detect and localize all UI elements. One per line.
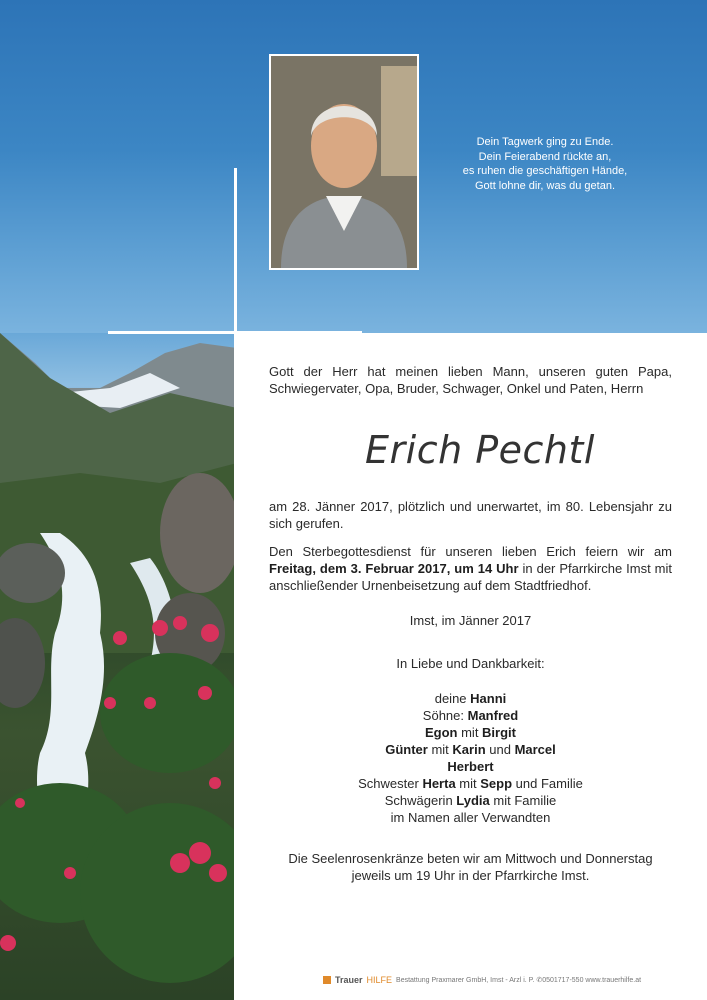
service-text-before: Den Sterbegottesdienst für unseren lieben Erich feiern wir am bbox=[269, 544, 672, 559]
family-member-name: Marcel bbox=[514, 742, 556, 757]
mountain-waterfall-scene bbox=[0, 333, 237, 1000]
family-line-text: mit bbox=[457, 725, 483, 740]
cross-vertical-beam bbox=[234, 168, 237, 1000]
family-member-name: Manfred bbox=[467, 708, 519, 723]
rosary-line: jeweils um 19 Uhr in der Pfarrkirche Imst. bbox=[351, 868, 590, 883]
family-line bbox=[269, 792, 672, 809]
family-member-name: Karin bbox=[452, 742, 486, 757]
family-member-name: Herta bbox=[422, 776, 456, 791]
family-line-text: Schwägerin bbox=[384, 793, 457, 808]
family-line bbox=[269, 741, 672, 758]
family-member-name: Hanni bbox=[470, 691, 507, 706]
footer bbox=[323, 973, 707, 987]
family-line bbox=[269, 707, 672, 724]
death-note: am 28. Jänner 2017, plötzlich und unerwartet, im 80. Lebensjahr zu sich gerufen. bbox=[269, 499, 672, 531]
family-list bbox=[269, 690, 672, 826]
logo-text-part2: HILFE bbox=[366, 975, 393, 985]
family-member-name: Herbert bbox=[447, 759, 494, 774]
family-member-name: Sepp bbox=[480, 776, 513, 791]
family-line-text: und Familie bbox=[512, 776, 583, 791]
poem-line: Dein Tagwerk ging zu Ende. bbox=[476, 136, 614, 148]
family-line-text: mit bbox=[427, 742, 453, 757]
portrait-photo bbox=[271, 56, 417, 268]
family-line bbox=[269, 690, 672, 707]
family-member-name: Günter bbox=[385, 742, 428, 757]
intro-text: Gott der Herr hat meinen lieben Mann, unseren guten Papa, Schwiegervater, Opa, Bruder, Schwager, Onkel und Paten, Herrn bbox=[269, 364, 672, 396]
family-line bbox=[269, 758, 672, 775]
family-member-name: Birgit bbox=[482, 725, 516, 740]
family-line-text: Schwester bbox=[358, 776, 423, 791]
poem-line: es ruhen die geschäftigen Hände, bbox=[462, 165, 628, 177]
rosary-text bbox=[269, 850, 672, 884]
family-line-text: mit bbox=[455, 776, 481, 791]
deceased-name: Erich Pechtl bbox=[365, 428, 595, 472]
place-date: Imst, im Jänner 2017 bbox=[409, 613, 532, 628]
service-text bbox=[269, 543, 672, 594]
portrait-photo-frame bbox=[269, 54, 419, 270]
rosary-line: Die Seelenrosenkränze beten wir am Mittwoch und Donnerstag bbox=[288, 851, 653, 866]
poem bbox=[420, 135, 670, 193]
family-line-text: Söhne: bbox=[422, 708, 468, 723]
love-line: In Liebe und Dankbarkeit: bbox=[396, 656, 545, 671]
logo-text-part1: Trauer bbox=[335, 975, 363, 985]
service-date: Freitag, dem 3. Februar 2017, um 14 Uhr bbox=[269, 561, 519, 576]
family-line-text: im Namen aller Verwandten bbox=[390, 810, 551, 825]
family-member-name: Lydia bbox=[456, 793, 490, 808]
footer-contact: Bestattung Praxmarer GmbH, Imst - Arzl i. P. ✆0501717-550 www.trauerhilfe.at bbox=[396, 977, 642, 984]
family-line bbox=[269, 775, 672, 792]
poem-line: Dein Feierabend rückte an, bbox=[478, 150, 612, 163]
service-text-after: in der Pfarrkirche Imst mit anschließender Urnenbeisetzung auf dem Stadtfriedhof. bbox=[269, 561, 672, 593]
obituary-text-area bbox=[255, 333, 707, 1000]
trauerhilfe-logo-icon bbox=[323, 976, 331, 984]
family-line-text: deine bbox=[434, 691, 471, 706]
family-line-text: und bbox=[485, 742, 515, 757]
poem-line: Gott lohne dir, was du getan. bbox=[474, 179, 616, 192]
family-member-name: Egon bbox=[424, 725, 458, 740]
family-line bbox=[269, 809, 672, 826]
family-line bbox=[269, 724, 672, 741]
family-line-text: mit Familie bbox=[489, 793, 557, 808]
